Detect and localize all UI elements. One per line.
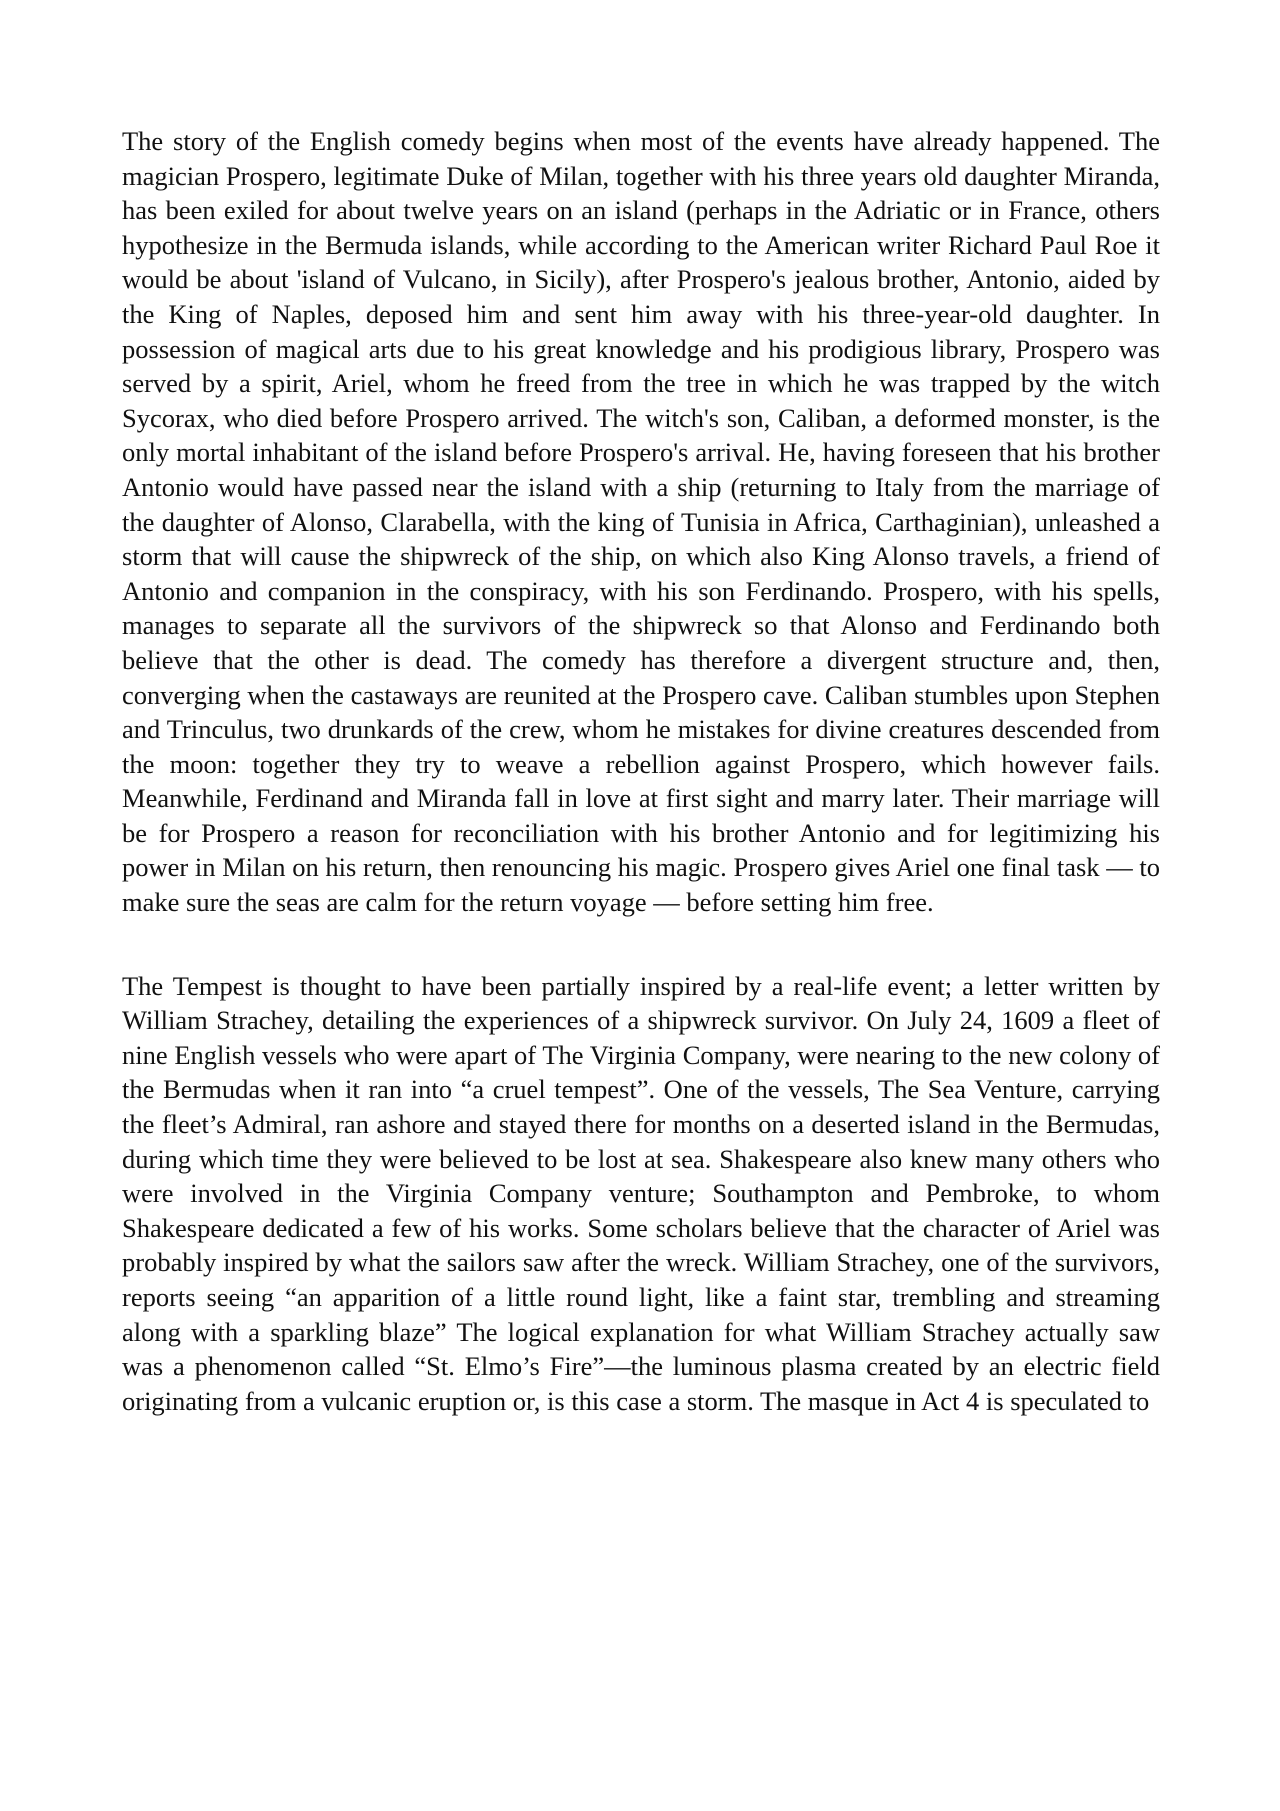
paragraph-inspiration: The Tempest is thought to have been partially inspired by a real-life event; a letter written by William Strachey, detailing the experiences of a shipwreck survivor. On July 24, 1609 a fleet of nine English vessels who were apart of The Virginia Company, were nearing to the new colony of the Bermudas when it ran into “a cruel tempest”. One of the vessels, The Sea Venture, carrying the fleet’s Admiral, ran ashore and stayed there for months on a deserted island in the Bermudas, during which time they were believed to be lost at sea. Shakespeare also knew many others who were involved in the Virginia Company venture; Southampton and Pembroke, to whom Shakespeare dedicated a few of his works. Some scholars believe that the character of Ariel was probably inspired by what the sailors saw after the wreck. William Strachey, one of the survivors, reports seeing “an apparition of a little round light, like a faint star, trembling and streaming along with a sparkling blaze” The logical explanation for what William Strachey actually saw was a phenomenon called “St. Elmo’s Fire”—the luminous plasma created by an electric field originating from a vulcanic eruption or, is this case a storm. The masque in Act 4 is speculated to	[122, 970, 1160, 1416]
document-page	[122, 124, 1160, 1418]
paragraph-plot-summary: The story of the English comedy begins when most of the events have already happened. The magician Prospero, legitimate Duke of Milan, together with his three years old daughter Miranda, has been exiled for about twelve years on an island (perhaps in the Adriatic or in France, others hypothesize in the Bermuda islands, while according to the American writer Richard Paul Roe it would be about 'island of Vulcano, in Sicily), after Prospero's jealous brother, Antonio, aided by the King of Naples, deposed him and sent him away with his three-year-old daughter. In possession of magical arts due to his great knowledge and his prodigious library, Prospero was served by a spirit, Ariel, whom he freed from the tree in which he was trapped by the witch Sycorax, who died before Prospero arrived. The witch's son, Caliban, a deformed monster, is the only mortal inhabitant of the island before Prospero's arrival. He, having foreseen that his brother Antonio would have passed near the island with a ship (returning to Italy from the marriage of the daughter of Alonso, Clarabella, with the king of Tunisia in Africa, Carthaginian), unleashed a storm that will cause the shipwreck of the ship, on which also King Alonso travels, a friend of Antonio and companion in the conspiracy, with his son Ferdinando. Prospero, with his spells, manages to separate all the survivors of the shipwreck so that Alonso and Ferdinando both believe that the other is dead. The comedy has therefore a divergent structure and, then, converging when the castaways are reunited at the Prospero cave. Caliban stumbles upon Stephen and Trinculus, two drunkards of the crew, whom he mistakes for divine creatures descended from the moon: together they try to weave a rebellion against Prospero, which however fails. Meanwhile, Ferdinand and Miranda fall in love at first sight and marry later. Their marriage will be for Prospero a reason for reconciliation with his brother Antonio and for legitimizing his power in Milan on his return, then renouncing his magic. Prospero gives Ariel one final task — to make sure the seas are calm for the return voyage — before setting him free.	[122, 126, 1160, 918]
